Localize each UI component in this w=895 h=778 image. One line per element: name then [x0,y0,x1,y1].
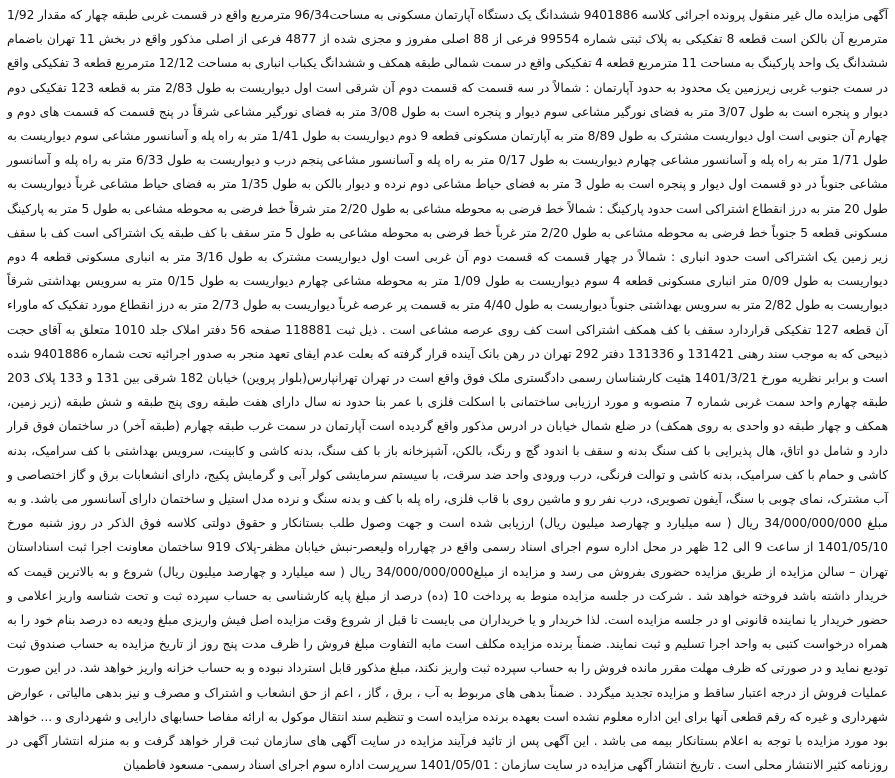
auction-notice-text: آگهی مزایده مال غیر منقول پرونده اجرائی کلاسه 9401886 ششدانگ یک دستگاه آپارتمان مسکونی به مساحت96/34 مترمربع واقع در قسمت غربی طبقه چهار که مقدار 1/92 مترمربع آن بالکن است قطعه 8 تفکیکی به پلاک ثبتی شماره 99554 فرعی از 88 اصلی مفروز و مجزی شده از 4877 فرعی از اصلی مذکور واقع در بخش 11 تهران باضمام ششدانگ یک واحد پارکینگ به مساحت 11 مترمربع قطعه 4 تفکیکی واقع در سمت شمالی طبقه همکف و ششدانگ یکباب انباری به مساحت 12/12 مترمربع قطعه 3 تفکیکی واقع در سمت جنوب غربی زیرزمین یک محدود به حدود آپارتمان : شمالاً در سه قسمت که قسمت دوم آن شرقی است اول دیواریست به طول 2/83 متر به قطعه 123 تفکیکی دوم دیوار و پنجره است به طول 3/07 متر به فضای نورگیر مشاعی سوم دیوار و پنجره است به طول 3/08 متر به فضای نورگیر مشاعی شرقاً در پنج قسمت که قسمت های دوم و چهارم آن جنوبی است اول دیواریست مشترک به طول 8/89 متر به آپارتمان مسکونی قطعه 9 دوم دیواریست به طول 1/41 متر به راه پله و آسانسور مشاعی سوم دیواریست به طول 1/71 متر به راه پله و آسانسور مشاعی چهارم دیواریست به طول 0/17 متر به راه پله و آسانسور مشاعی پنجم درب و دیواریست به طول 6/33 متر به راه پله و آسانسور مشاعی جنوباً در دو قسمت اول دیوار و پنجره است به طول 3 متر به فضای حیاط مشاعی دوم نرده و دیوار بالکن به طول 1/35 متر به فضای حیاط مشاعی غرباً دیواریست به طول 20 متر به درز انقطاع اشتراکی است حدود پارکینگ : شمالاً خط فرضی به محوطه مشاعی به طول 2/20 متر شرقاً خط فرضی به محوطه مشاعی به طول 5 متر به پارکینگ مسکونی قطعه 5 جنوباً خط فرضی به محوطه مشاعی به طول 2/20 متر غرباً خط فرضی به محوطه مشاعی به طول 5 متر سقف با کف طبقه یک اشتراکی است کف با سقف زیر زمین یک اشتراکی است حدود انباری : شمالاً در چهار قسمت که قسمت دوم آن غربی است اول دیواریست مشترک به طول 3/16 متر به انباری مسکونی قطعه 4 دوم دیواریست به طول 0/09 متر انباری مسکونی قطعه 4 سوم دیواریست به طول 1/09 متر به محوطه مشاعی چهارم دیواریست به طول 0/15 متر به سرویس بهداشتی شرقاً دیواریست به طول 2/82 متر به سرویس بهداشتی جنوباً دیواریست به طول 4/40 متر به قسمت پر عرصه غرباً دیواریست به طول 2/73 متر به درز انقطاع مورد تفکیک که ماوراء آن قطعه 127 تفکیکی قراردارد سقف با کف همکف اشتراکی است کف روی عرصه مشاعی است . ذیل ثبت 118881 صفحه 56 دفتر املاک جلد 1010 متعلق به آقای حجت ذبیحی که به موجب سند رهنی 131421 و 131336 دفتر 292 تهران در رهن بانک آینده قرار گرفته که بعلت عدم ایفای تعهد منجر به صدور اجرائیه تحت شماره 9401886 شده است و برابر نظریه مورخ 1401/3/21 هئیت کارشناسان رسمی دادگستری ملک فوق واقع است در تهران تهرانپارس(بلوار پروین) خیابان 182 شرقی بین 131 و 133 پلاک 203 طبقه چهارم واحد سمت غربی شماره 7 منصوبه و مورد ارزیابی ساختمانی با اسکلت فلزی با عمر بنا حدود نه سال دارای هفت طبقه روی پنج طبقه و شش طبقه (زیر زمین، همکف و چهار طبقه دو واحدی به روی همکف) در ضلع شمال خیابان در ادرس مذکور واقع گردیده است آپارتمان در سمت غرب طبقه چهارم (طبقه آخر) در ساختمان فوق قرار دارد و شامل دو اتاق، هال پذیرایی با کف سنگ بدنه و سقف با اندود گچ و رنگ، بالکن، آشپزخانه باز با کف سنگ، بدنه کاشی و کابینت، سرویس بهداشتی با کف سرامیک، بدنه کاشی و حمام با کف سرامیک، بدنه کاشی و توالت فرنگی، درب ورودی واحد ضد سرقت، با سیستم سرمایشی کولر آبی و گرمایش پکیج، دارای انشعابات برق و گاز اختصاصی و آب مشترک، نمای چوبی با سنگ، آیفون تصویری، درب نفر رو و ماشین روی با قاب فلزی، راه پله با کف و بدنه سنگ و نرده مدل استیل و ساختمان دارای آسانسور می باشد. و به مبلغ 34/000/000/000 ریال ( سه میلیارد و چهارصد میلیون ریال) ارزیابی شده است و جهت وصول طلب بستانکار و حقوق دولتی کلاسه فوق الذکر در روز شنبه مورخ 1401/05/10 از ساعت 9 الی 12 ظهر در محل اداره سوم اجرای اسناد رسمی واقع در چهارراه ولیعصر-نبش خیابان مظفر-پلاک 919 ساختمان معاونت اجرا ثبت اسناداستان تهران – سالن مزایده از طریق مزایده حضوری بفروش می رسد و مزایده از مبلغ34/000/000/000 ریال ( سه میلیارد و چهارصد میلیون ریال) شروع و به بالاترین قیمت که خریدار داشته باشد فروخته خواهد شد . شرکت در جلسه مزایده منوط به پرداخت 10 (ده) درصد از مبلغ پایه کارشناسی به حساب سپرده ثبت و تحت شناسه واریز اعلامی و حضور خریدار یا نماینده قانونی او در جلسه مزایده است. لذا خریدار و یا خریداران می بایست تا قبل از شروع وقت مزایده اصل فیش واریزی مبلغ ودیعه ده درصد بنام خود را به همراه درخواست کتبی به واحد اجرا تسلیم و ثبت نمایند. ضمناً برنده مزایده مکلف است مابه التفاوت مبلغ فروش را ظرف مدت پنج روز از تاریخ مزایده به حساب صندوق ثبت تودیع نماید و در صورتی که ظرف مهلت مقرر مانده فروش را به حساب سپرده ثبت واریز نکند، مبلغ مذکور قابل استرداد نبوده و به حساب خزانه واریز خواهد شد. در این صورت عملیات فروش از درجه اعتبار ساقط و مزایده تجدید میگردد . ضمناً بدهی های مربوط به آب ، برق ، گاز ، اعم از حق انشعاب و اشتراک و مصرف و نیز بدهی مالیاتی ، عوارض شهرداری و غیره که رقم قطعی آنها برای این اداره معلوم نشده است بعهده برنده مزایده است و تنظیم سند انتقال موکول به ارائه مفاصا حسابهای دارایی و شهرداری و ... خواهد بود مورد مزایده با توجه به اعلام بستانکار بیمه می باشد . این آگهی پس از تائید فرآیند مزایده در سایت آگهی های سازمان ثبت قرار خواهد گرفت و به منزله انتشار آگهی در روزنامه کثیر الانتشار محلی است . تاریخ انتشار آگهی مزایده در سایت سازمان : 1401/05/01 سرپرست اداره سوم اجرای اسناد رسمی- مسعود فاطمیان [7,8,889,773]
